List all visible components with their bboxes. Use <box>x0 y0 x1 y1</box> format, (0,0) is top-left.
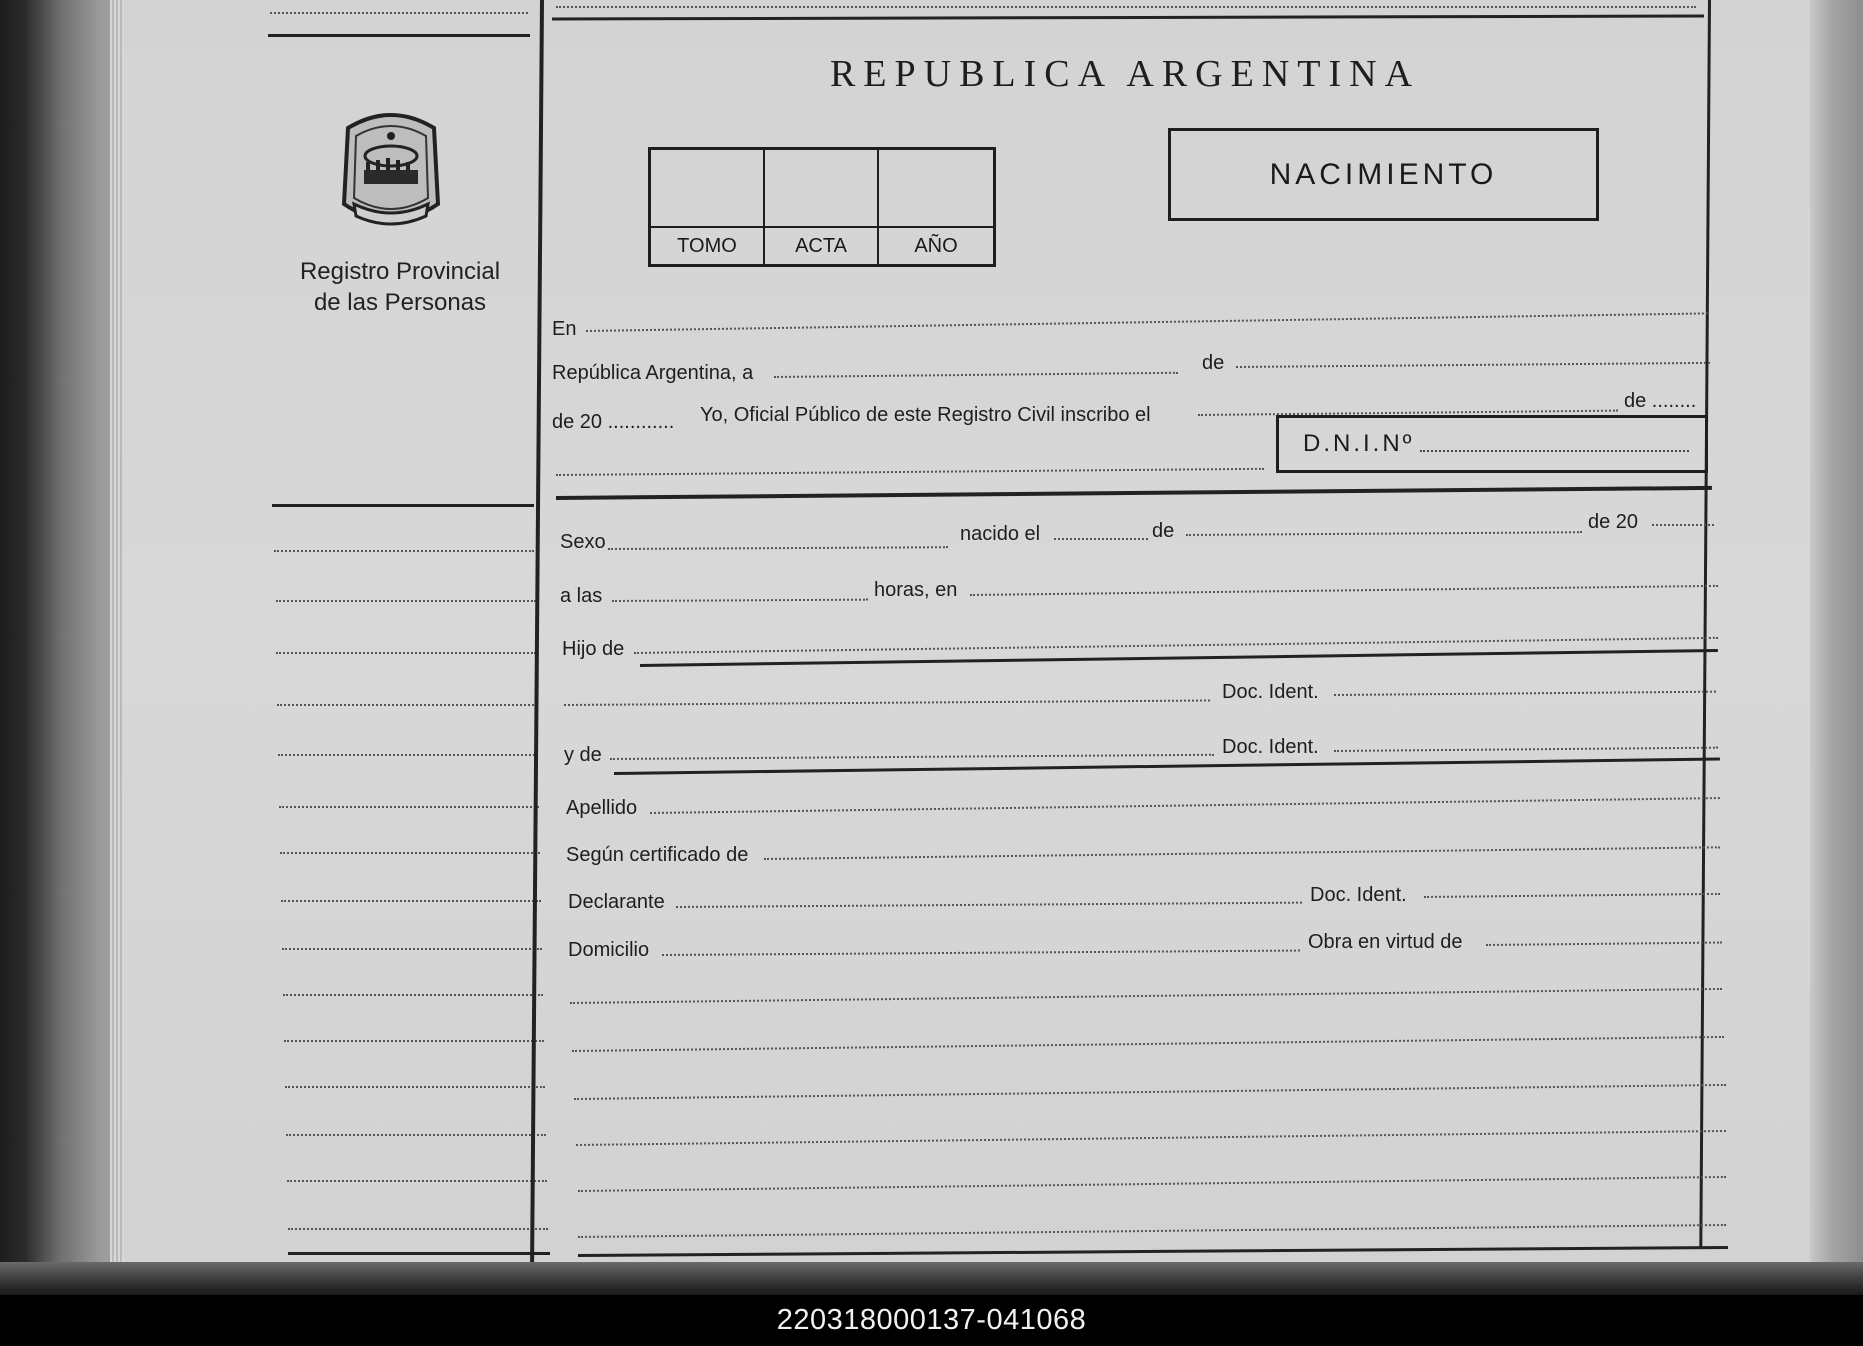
horas-en-label: horas, en <box>874 579 958 601</box>
de-label-2: de ........ <box>1624 390 1697 412</box>
stub-line-8 <box>281 900 541 902</box>
segun-certificado-label: Según certificado de <box>566 844 749 866</box>
stub-line-9 <box>282 948 542 950</box>
bottom-shadow <box>0 1262 1863 1295</box>
stub-section-rule <box>272 504 534 507</box>
nacido-day-field[interactable] <box>1054 538 1148 540</box>
stub-bottom-rule <box>288 1252 550 1255</box>
obra-en-virtud-label: Obra en virtud de <box>1308 931 1463 953</box>
oficial-statement: Yo, Oficial Público de este Registro Civil inscribo el <box>700 404 1151 426</box>
anio-value-cell[interactable] <box>879 150 993 226</box>
y-de-label: y de <box>564 744 602 766</box>
stub-line-13 <box>286 1134 546 1136</box>
stub-line-1 <box>274 550 534 552</box>
form-top-dots <box>556 6 1696 8</box>
stub-line-15 <box>288 1228 548 1230</box>
sexo-label: Sexo <box>560 531 606 553</box>
apellido-label: Apellido <box>566 797 638 819</box>
dni-box[interactable] <box>1276 415 1708 473</box>
registry-name <box>290 256 510 318</box>
stub-line-3 <box>276 652 536 654</box>
registry-name-line1: Registro Provincial <box>299 258 501 285</box>
stub-line-7 <box>280 852 540 854</box>
misiones-seal-icon <box>334 108 448 236</box>
stub-top-dots <box>270 12 528 14</box>
domicilio-label: Domicilio <box>568 939 650 961</box>
declarante-label: Declarante <box>568 891 665 913</box>
stub-line-2 <box>276 600 536 602</box>
backdrop-right <box>1810 0 1863 1295</box>
registry-name-line2: de las Personas <box>313 289 487 316</box>
doc-ident-label-2: Doc. Ident. <box>1222 736 1319 758</box>
en-label: En <box>552 318 577 340</box>
doc-ident-label-3: Doc. Ident. <box>1310 884 1407 906</box>
de-20-label-b: de 20 <box>1588 511 1639 533</box>
a-las-label: a las <box>560 585 603 607</box>
tomo-header: TOMO <box>651 226 765 264</box>
dni-field[interactable] <box>1420 436 1689 452</box>
dni-label: D.N.I.Nº <box>1303 430 1415 457</box>
stub-line-14 <box>287 1180 547 1182</box>
stub-line-10 <box>283 994 543 996</box>
record-type-label: NACIMIENTO <box>1269 157 1498 191</box>
de-label-3: de <box>1152 520 1175 542</box>
image-id-label: 220318000137-041068 <box>776 1304 1087 1336</box>
anio-header: AÑO <box>879 226 993 264</box>
register-number-table <box>648 147 996 267</box>
stub-top-rule <box>268 34 530 37</box>
stub-line-5 <box>278 754 538 756</box>
footer-bar <box>0 1295 1863 1346</box>
record-type-box <box>1168 128 1599 221</box>
tomo-value-cell[interactable] <box>651 150 765 226</box>
doc-ident-label-1: Doc. Ident. <box>1222 681 1319 703</box>
stub-line-11 <box>284 1040 544 1042</box>
de-label-1: de <box>1202 352 1225 374</box>
republica-a-label: República Argentina, a <box>552 362 754 384</box>
backdrop-left <box>0 0 120 1295</box>
stub-line-12 <box>285 1086 545 1088</box>
de-20-label: de 20 ............ <box>552 411 675 433</box>
nacido-el-label: nacido el <box>960 523 1041 545</box>
country-title: REPUBLICA ARGENTINA <box>829 53 1421 95</box>
stub-line-6 <box>279 806 539 808</box>
stub-line-4 <box>277 704 537 706</box>
acta-value-cell[interactable] <box>765 150 879 226</box>
nacido-year-field[interactable] <box>1652 524 1714 526</box>
hijo-de-label: Hijo de <box>562 638 625 660</box>
acta-header: ACTA <box>765 226 879 264</box>
